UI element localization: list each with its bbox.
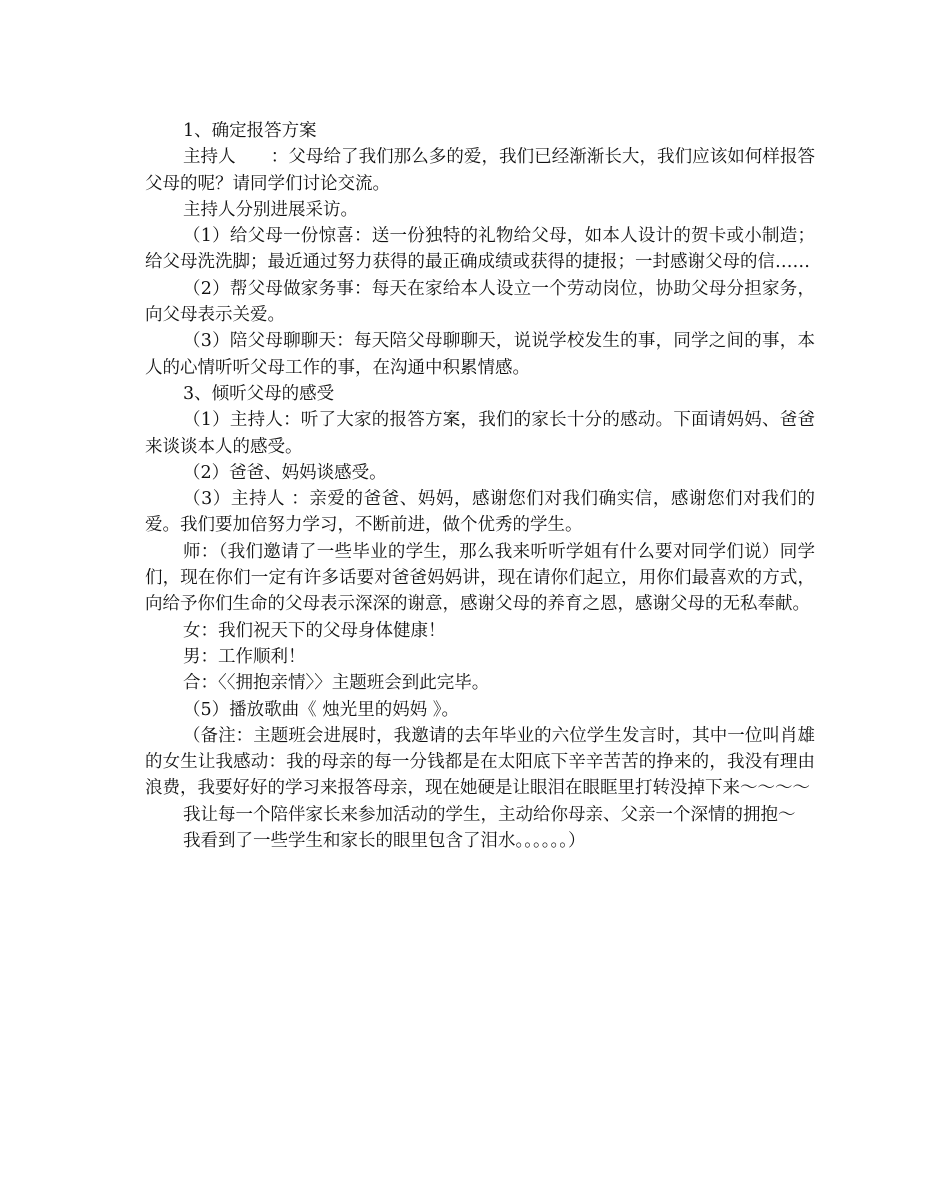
paragraph-item-chores: （2）帮父母做家务事：每天在家给本人设立一个劳动岗位，协助父母分担家务，向父母表示关爱。: [145, 278, 815, 326]
paragraph-host-question: 主持人 ：父母给了我们那么多的爱，我们已经渐渐长大，我们应该如何样报答父母的呢？请同学们讨论交流。: [145, 147, 815, 194]
document-page: [145, 118, 815, 854]
paragraph-host-interview: 主持人分别进展采访。: [183, 199, 358, 220]
paragraph-song: （5）播放歌曲《 烛光里的妈妈 》。: [183, 699, 460, 720]
paragraph-boy: 男：工作顺利！: [183, 646, 306, 667]
paragraph-host-feelings: （1）主持人：听了大家的报答方案，我们的家长十分的感动。下面请妈妈、爸爸来谈谈本人的感受。: [145, 410, 815, 457]
paragraph-note: （备注：主题班会进展时，我邀请的去年毕业的六位学生发言时，其中一位叫肖雄的女生让我感动：我的母亲的每一分钱都是在太阳底下辛辛苦苦的挣来的，我没有理由浪费，我要好好的学习来报答母亲，现在她硬是让眼泪在眼眶里打转没掉下来～～～～: [145, 725, 815, 799]
section-heading-plan: 1、确定报答方案: [183, 121, 317, 141]
paragraph-tears: 我看到了一些学生和家长的眼里包含了泪水。。。。。。）: [183, 831, 586, 852]
paragraph-girl: 女：我们祝天下的父母身体健康！: [183, 620, 446, 641]
section-heading-feelings: 3、倾听父母的感受: [183, 383, 335, 404]
paragraph-item-chat: （3）陪父母聊聊天：每天陪父母聊聊天，说说学校发生的事，同学之间的事，本人的心情听听父母工作的事，在沟通中积累情感。: [145, 331, 815, 378]
paragraph-hug: 我让每一个陪伴家长来参加活动的学生，主动给你母亲、父亲一个深情的拥抱～: [183, 804, 796, 825]
paragraph-item-surprise: （1）给父母一份惊喜：送一份独特的礼物给父母，如本人设计的贺卡或小制造；给父母洗洗脚；最近通过努力获得的最正确成绩或获得的捷报；一封感谢父母的信……: [145, 226, 815, 273]
paragraph-parents-talk: （2）爸爸、妈妈谈感受。: [183, 462, 387, 483]
paragraph-host-thanks: （3）主持人 ：亲爱的爸爸、妈妈，感谢您们对我们确实信，感谢您们对我们的爱。我们要加倍努力学习，不断前进，做个优秀的学生。: [145, 489, 815, 536]
paragraph-teacher: 师：（我们邀请了一些毕业的学生，那么我来听听学姐有什么要对同学们说）同学们，现在你们一定有许多话要对爸爸妈妈讲，现在请你们起立，用你们最喜欢的方式，向给予你们生命的父母表示深深的谢意，感谢父母的养育之恩，感谢父母的无私奉献。: [145, 541, 815, 615]
paragraph-together: 合：〈〈拥抱亲情〉〉主题班会到此完毕。: [183, 673, 490, 694]
